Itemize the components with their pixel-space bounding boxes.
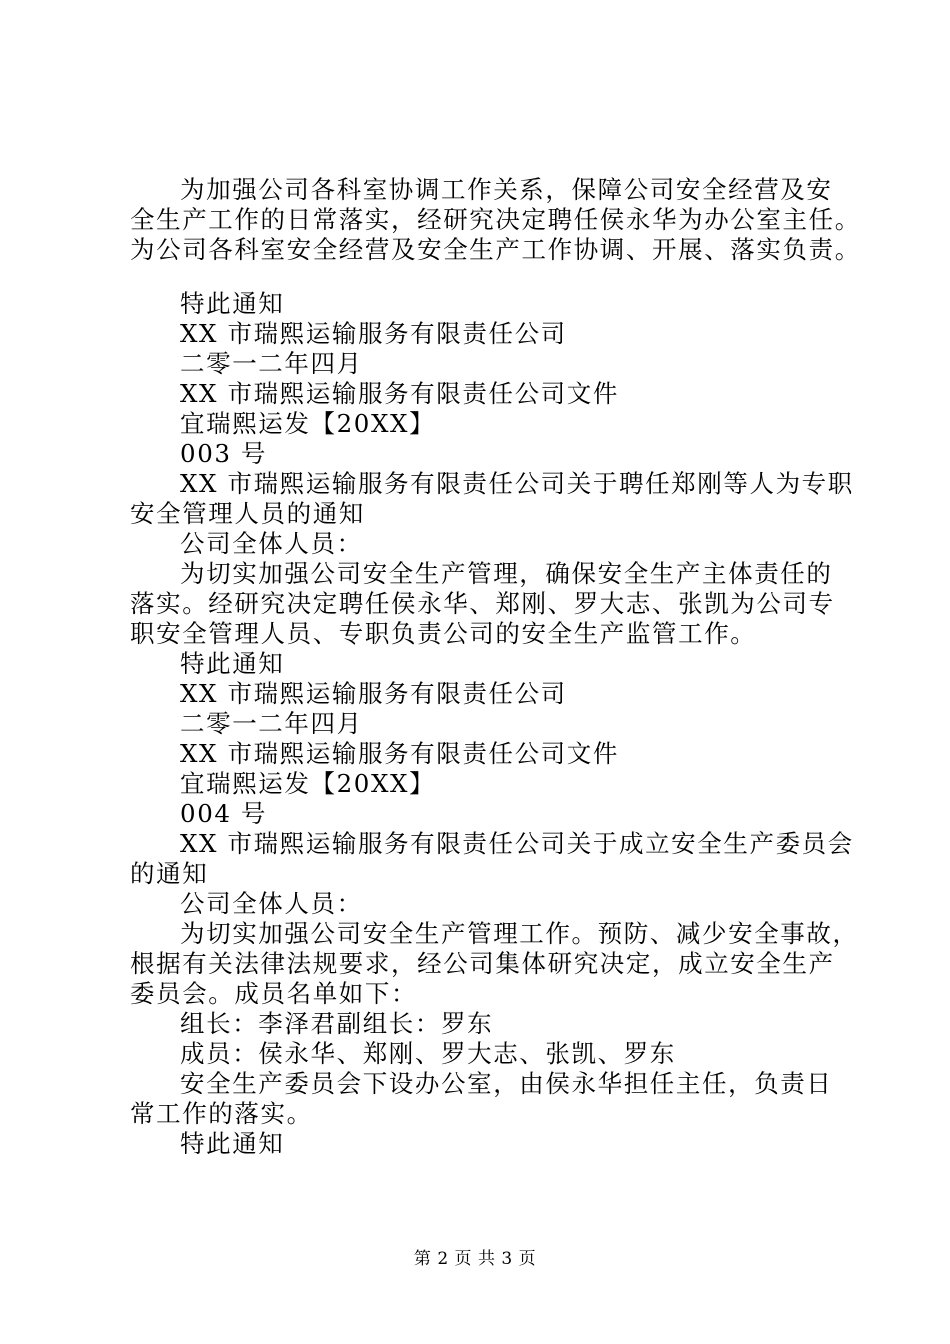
- document-code: 宜瑞熙运发【20XX】: [180, 769, 436, 798]
- paragraph-line: 根据有关法律法规要求，经公司集体研究决定，成立安全生产: [130, 949, 835, 978]
- paragraph-line: 为切实加强公司安全生产管理，确保安全生产主体责任的: [180, 559, 833, 588]
- member-list-line: 组长：李泽君副组长：罗东: [180, 1009, 494, 1038]
- notice-title: XX 市瑞熙运输服务有限责任公司关于聘任郑刚等人为专职: [180, 469, 854, 498]
- notice-closing: 特此通知: [180, 649, 285, 678]
- company-name: XX 市瑞熙运输服务有限责任公司: [180, 319, 567, 348]
- paragraph-line: 安全生产委员会下设办公室，由侯永华担任主任，负责日: [180, 1069, 833, 1098]
- paragraph-line: 落实。经研究决定聘任侯永华、郑刚、罗大志、张凯为公司专: [130, 589, 835, 618]
- document-body: [130, 175, 861, 1159]
- paragraph-line: 为切实加强公司安全生产管理工作。预防、减少安全事故，: [180, 919, 859, 948]
- notice-title: XX 市瑞熙运输服务有限责任公司关于成立安全生产委员会: [180, 829, 854, 858]
- paragraph-line: 常工作的落实。: [130, 1099, 313, 1128]
- notice-closing: 特此通知: [180, 1129, 285, 1158]
- member-list-line: 成员：侯永华、郑刚、罗大志、张凯、罗东: [180, 1039, 676, 1068]
- company-name: XX 市瑞熙运输服务有限责任公司: [180, 679, 567, 708]
- document-number: 003 号: [180, 439, 268, 468]
- notice-title: 的通知: [130, 859, 209, 888]
- paragraph-gap: [130, 265, 830, 289]
- issue-date: 二零一二年四月: [180, 709, 363, 738]
- document-header: XX 市瑞熙运输服务有限责任公司文件: [180, 379, 619, 408]
- paragraph-line: 职安全管理人员、专职负责公司的安全生产监管工作。: [130, 619, 757, 648]
- salutation: 公司全体人员：: [180, 889, 363, 918]
- document-number: 004 号: [180, 799, 268, 828]
- paragraph-line: 委员会。成员名单如下：: [130, 979, 418, 1008]
- paragraph-line: 全生产工作的日常落实，经研究决定聘任侯永华为办公室主任。: [130, 205, 861, 234]
- notice-title: 安全管理人员的通知: [130, 499, 365, 528]
- page-footer: 第 2 页 共 3 页: [413, 1249, 537, 1269]
- paragraph-line: 为公司各科室安全经营及安全生产工作协调、开展、落实负责。: [130, 235, 861, 264]
- issue-date: 二零一二年四月: [180, 349, 363, 378]
- notice-closing: 特此通知: [180, 289, 285, 318]
- document-code: 宜瑞熙运发【20XX】: [180, 409, 436, 438]
- paragraph-line: 为加强公司各科室协调工作关系，保障公司安全经营及安: [180, 175, 833, 204]
- salutation: 公司全体人员：: [180, 529, 363, 558]
- document-header: XX 市瑞熙运输服务有限责任公司文件: [180, 739, 619, 768]
